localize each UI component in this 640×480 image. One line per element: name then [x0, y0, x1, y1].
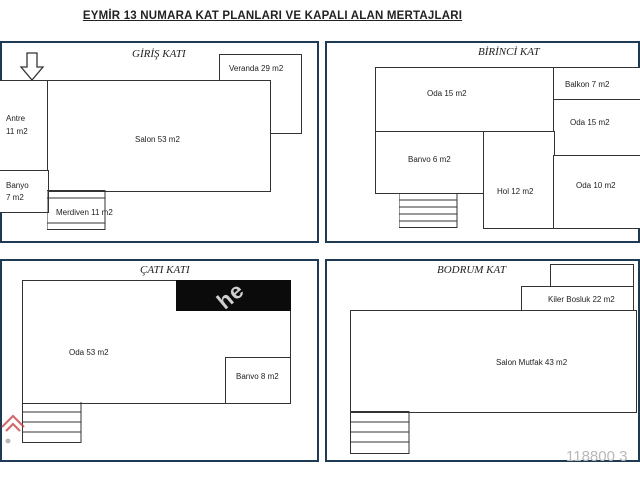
stairs-cati — [22, 402, 82, 444]
label-antre-name: Antre — [6, 114, 26, 123]
room-banyo-8[interactable] — [225, 357, 291, 404]
panel-title-birinci: BİRİNCİ KAT — [478, 46, 540, 58]
label-banyo-area: 7 m2 — [6, 193, 24, 202]
label-veranda: Veranda 29 m2 — [229, 64, 284, 73]
label-banyo-6: Banvo 6 m2 — [408, 155, 451, 164]
panel-title-giris: GİRİŞ KATI — [132, 48, 186, 60]
label-oda-15-b: Oda 15 m2 — [570, 118, 610, 127]
room-antre[interactable] — [0, 80, 49, 172]
panel-title-cati: ÇATI KATI — [140, 264, 190, 276]
reference-number: 118800 3 — [566, 448, 628, 465]
room-oda-10[interactable] — [553, 155, 640, 229]
watermark-text: he — [211, 277, 250, 315]
label-banyo-name: Banyo — [6, 181, 29, 190]
room-banyo[interactable] — [0, 170, 49, 213]
panel-title-bodrum: BODRUM KAT — [437, 264, 506, 276]
panel-birinci-kat — [325, 41, 640, 243]
room-salon-mutfak[interactable] — [350, 310, 637, 413]
room-hol[interactable] — [483, 131, 555, 229]
label-kiler-bosluk: Kiler Bosluk 22 m2 — [548, 295, 615, 304]
label-hol: Hol 12 m2 — [497, 187, 534, 196]
room-salon[interactable] — [47, 80, 271, 192]
label-oda-10: Oda 10 m2 — [576, 181, 616, 190]
room-kiler-bosluk[interactable] — [521, 286, 634, 312]
label-salon: Salon 53 m2 — [135, 135, 180, 144]
panel-cati-kati — [0, 259, 319, 462]
label-banyo-8: Banvo 8 m2 — [236, 372, 279, 381]
room-banyo-6[interactable] — [375, 131, 485, 194]
stairs-bodrum — [350, 411, 410, 455]
room-oda-15-b[interactable] — [553, 99, 640, 157]
label-merdiven: Merdiven 11 m2 — [56, 208, 113, 217]
label-oda-53: Oda 53 m2 — [69, 348, 109, 357]
entrance-arrow-icon — [19, 52, 45, 82]
room-top-small[interactable] — [550, 264, 634, 288]
logo-icon — [0, 411, 26, 447]
label-balkon: Balkon 7 m2 — [565, 80, 610, 89]
label-salon-mutfak: Salon Mutfak 43 m2 — [496, 358, 568, 367]
room-oda-15-a[interactable] — [375, 67, 555, 133]
panel-bodrum-kat — [325, 259, 640, 465]
page-title: EYMİR 13 NUMARA KAT PLANLARI VE KAPALI ALAN MERTAJLARI — [82, 10, 463, 22]
label-oda-15-a: Oda 15 m2 — [427, 89, 467, 98]
panel-giris-kati — [0, 41, 319, 243]
stairs-birinci — [399, 193, 459, 229]
room-balkon[interactable] — [553, 67, 640, 101]
label-antre-area: 11 m2 — [6, 127, 28, 136]
